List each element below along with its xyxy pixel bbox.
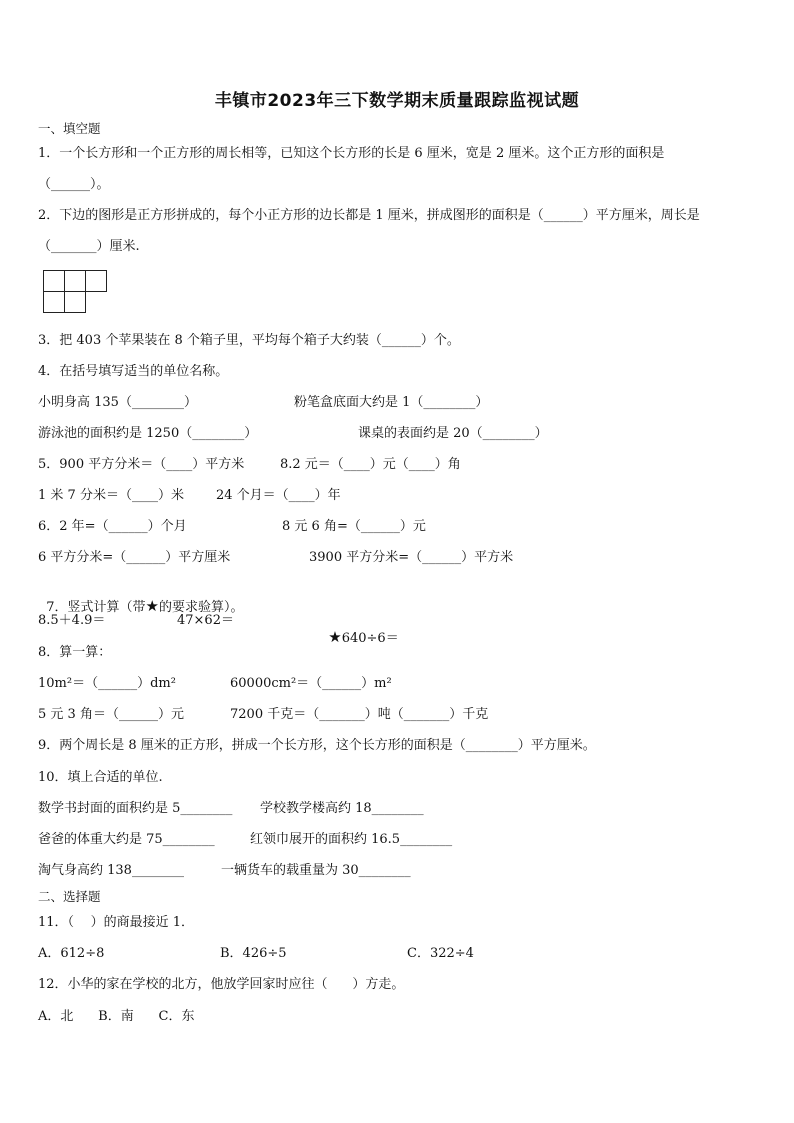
question-8-item-a: 10m²＝（______）dm² [38,676,176,691]
star-icon: ★ [328,628,342,646]
question-4-item-c: 游泳池的面积约是 1250（________） [38,426,258,441]
question-7-item-b: 47×62＝ [177,613,234,628]
question-8-item-d: 7200 千克＝（_______）吨（_______）千克 [230,707,489,722]
question-5-item-b: 8.2 元＝（____）元（____）角 [280,457,461,472]
question-2-line-1: 2．下边的图形是正方形拼成的，每个小正方形的边长都是 1 厘米，拼成图形的面积是（______）平方厘米，周长是 [38,208,700,223]
question-5-item-d: 24 个月＝（____）年 [216,488,341,503]
question-10-item-e: 淘气身高约 138________ [38,863,184,878]
question-7-stem-prefix: 7．竖式计算（带 [46,600,146,615]
question-11-stem: 11．（ ）的商最接近 1． [38,915,194,930]
question-8-item-c: 5 元 3 角＝（______）元 [38,707,184,722]
question-11-option-c: C．322÷4 [407,946,474,961]
question-4-item-b: 粉笔盒底面大约是 1（________） [294,395,489,410]
page-title: 丰镇市2023年三下数学期末质量跟踪监视试题 [214,91,580,111]
question-8-stem: 8．算一算： [38,645,112,660]
question-6-item-d: 3900 平方分米=（______）平方米 [309,550,514,565]
question-10-stem: 10．填上合适的单位. [38,770,163,785]
question-4-item-a: 小明身高 135（________） [38,395,197,410]
question-7-stem [38,582,244,616]
question-11-option-b: B．426÷5 [220,946,287,961]
section-heading-fill-blank: 一、填空题 [38,121,101,136]
question-4-stem: 4．在括号填写适当的单位名称。 [38,364,229,379]
question-10-item-c: 爸爸的体重大约是 75________ [38,832,215,847]
question-5-item-a: 5．900 平方分米＝（____）平方米 [38,457,245,472]
star-icon: ★ [145,597,159,615]
question-1-line-1: 1．一个长方形和一个正方形的周长相等，已知这个长方形的长是 6 厘米，宽是 2 厘米。这个正方形的面积是 [38,146,665,161]
section-heading-multiple-choice: 二、选择题 [38,889,101,904]
square-grid-figure [43,270,107,314]
question-7-item-c-text: 640÷6＝ [341,631,399,646]
question-10-item-b: 学校教学楼高约 18________ [260,801,424,816]
question-12-options: A．北 B．南 C．东 [38,1009,195,1024]
question-7-item-a: 8.5＋4.9＝ [38,613,106,628]
question-8-item-b: 60000cm²＝（______）m² [230,676,392,691]
question-9: 9．两个周长是 8 厘米的正方形，拼成一个长方形，这个长方形的面积是（________）平方厘米。 [38,738,596,753]
question-10-item-a: 数学书封面的面积约是 5________ [38,801,233,816]
question-7-item-c [320,613,399,647]
question-2-line-2: （_______）厘米. [38,239,140,254]
question-12-stem: 12．小华的家在学校的北方，他放学回家时应往（ ）方走。 [38,977,405,992]
question-5-item-c: 1 米 7 分米＝（____）米 [38,488,184,503]
question-6-item-b: 8 元 6 角=（______）元 [282,519,426,534]
question-4-item-d: 课桌的表面约是 20（________） [358,426,548,441]
question-6-item-c: 6 平方分米=（______）平方厘米 [38,550,231,565]
question-11-option-a: A．612÷8 [38,946,105,961]
question-10-item-d: 红领巾展开的面积约 16.5________ [250,832,453,847]
question-10-item-f: 一辆货车的载重量为 30________ [221,863,411,878]
question-6-item-a: 6．2 年=（______）个月 [38,519,187,534]
question-1-line-2: （______）。 [38,177,110,192]
question-7-stem-suffix: 的要求验算）。 [159,600,244,615]
question-3: 3．把 403 个苹果装在 8 个箱子里，平均每个箱子大约装（______）个。 [38,333,460,348]
